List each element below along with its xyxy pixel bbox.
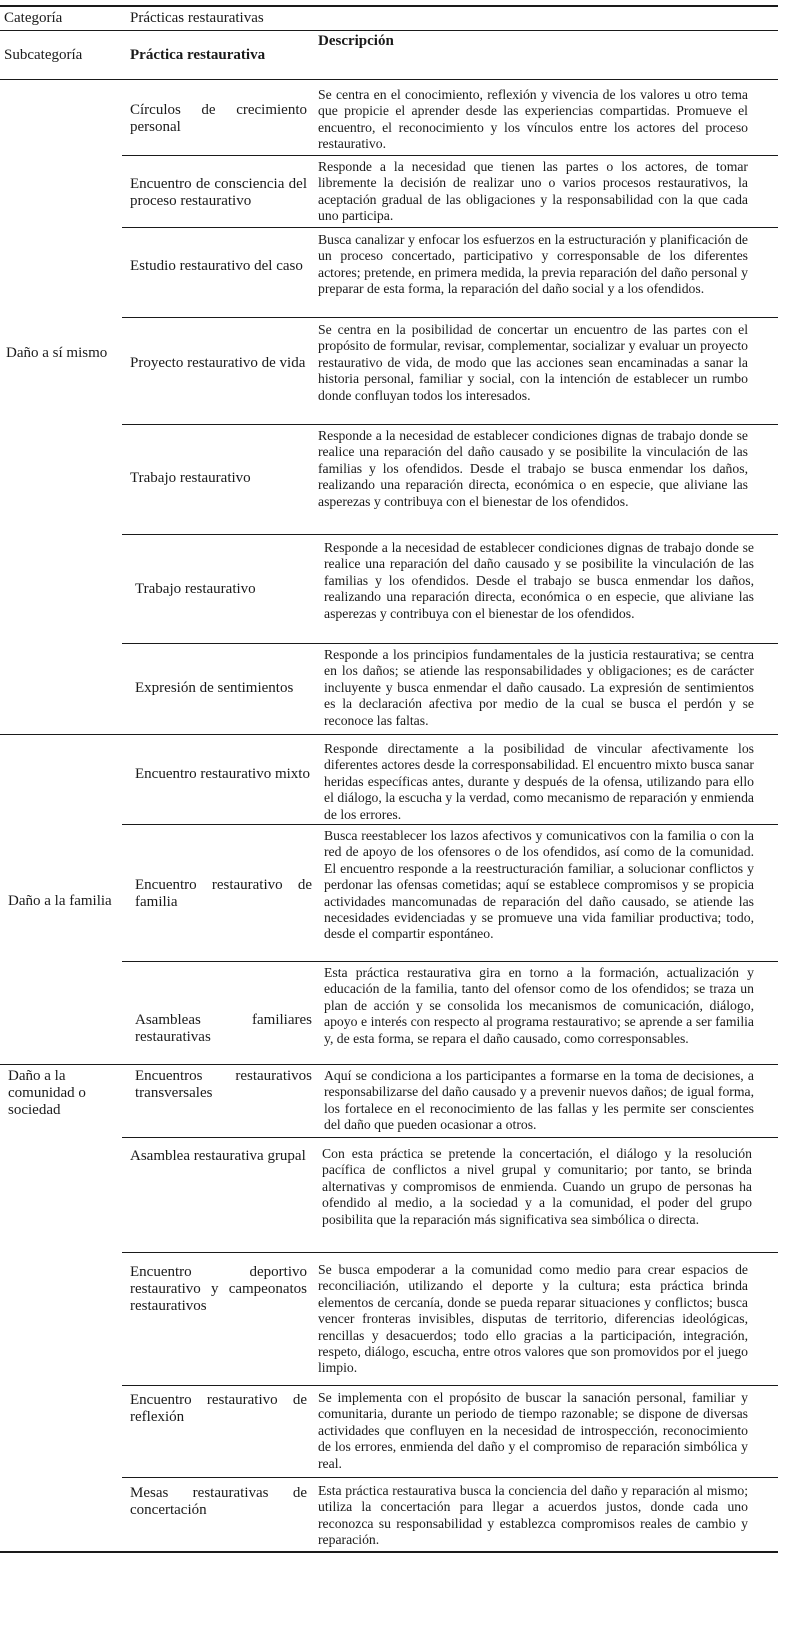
- practice-name: Estudio restaurativo del caso: [130, 258, 303, 274]
- practice-description: Se centra en la posibilidad de concertar un encuentro de las partes con el propósito de formular, revisar, complementar, socializar y evaluar un proyecto restaurativo de vida, de modo que las acciones sean encaminadas a sanar la historia personal, familiar y social, con la intención de establecer un rumbo donde confluyan todos los interesados.: [318, 322, 748, 403]
- practice-description: Con esta práctica se pretende la concertación, el diálogo y la resolución pacífica de conflictos a nivel grupal y comunitario; por tanto, se brinda alternativas y compromisos de enmienda. Cuando un grupo de personas ha ofendido al medio, a la sociedad y a la comunidad, el poder del grupo posibilita que la reparación más significativa sea simbólica o directa.: [322, 1146, 752, 1227]
- practice-description: Busca canalizar y enfocar los esfuerzos en la estructuración y planificación de un proceso concertado, participativo y corresponsable de los diferentes actores; pretende, en primera medida, la previa reparación del daño personal y preparar de esta forma, la reparación del daño social y a los ofendidos.: [318, 232, 748, 297]
- row-divider: [122, 534, 778, 535]
- practice-description: Responde a la necesidad que tienen las partes o los actores, de tomar libremente la decisión de realizar uno o varios procesos restaurativos, la aceptación gradual de las obligaciones y la responsabilidad con la que cada uno participa.: [318, 159, 748, 224]
- header-practica-label: Práctica restaurativa: [130, 47, 266, 63]
- practice-name: Proyecto restaurativo de vida: [130, 355, 306, 371]
- table-bottom-rule: [0, 1551, 778, 1553]
- row-divider: [122, 155, 778, 156]
- row-divider: [122, 424, 778, 425]
- row-divider: [122, 1252, 778, 1253]
- row-divider: [122, 1385, 778, 1386]
- header-subcategoria-label: Subcategoría: [4, 47, 83, 63]
- practice-description: Se implementa con el propósito de buscar la sanación personal, familiar y comunitaria, durante un periodo de tiempo razonable; se dispone de diversas actividades que confluyen en la necesidad de introspección, reconocimiento de los errores, enmienda del daño y el compromiso de reparación simbólica y real.: [318, 1390, 748, 1471]
- practice-description: Responde directamente a la posibilidad de vincular afectivamente los diferentes actores desde la corresponsabilidad. El encuentro mixto busca sanar heridas específicas antes, durante y después de la ofensa, utilizando para ello el diálogo, la escucha y la verdad, como mecanismo de reparación y enmienda de los errores.: [324, 741, 754, 822]
- practice-name: Encuentros restaurativos transversales: [135, 1068, 312, 1101]
- practice-description: Busca reestablecer los lazos afectivos y comunicativos con la familia o con la red de apoyo de los ofensores o de los ofendidos, así como de la comunidad. El encuentro responde a la reestructuración familiar, a solucionar conflictos y perdonar las ofensas cometidas; aquí se establece compromisos y se propicia actividades mancomunadas de reparación del daño causado, se atiende las necesidades evidenciadas y se promueve una vida familiar productiva; todo, desde el compartir espontáneo.: [324, 828, 754, 942]
- practice-name: Encuentro restaurativo de familia: [135, 877, 312, 910]
- group-divider: [0, 1064, 778, 1065]
- row-divider: [122, 1477, 778, 1478]
- practice-description: Responde a los principios fundamentales de la justicia restaurativa; se centra en los daños; se atiende las responsabilidades y obligaciones; es de carácter incluyente y busca enmendar el daño causado. La expresión de sentimientos es la declaración afectiva por medio de la cual se busca el perdón y se reconoce las faltas.: [324, 647, 754, 728]
- practice-name: Encuentro restaurativo de reflexión: [130, 1392, 307, 1425]
- practice-description: Se centra en el conocimiento, reflexión y vivencia de los valores u otro tema que propicie el aprender desde las experiencias compartidas. Promueve el encuentro, el reconocimiento y los vínculos entre los actores del proceso restaurativo.: [318, 87, 748, 152]
- practice-description: Responde a la necesidad de establecer condiciones dignas de trabajo donde se realice una reparación del daño causado y se posibilite la vinculación de las familias y los ofendidos. Desde el trabajo se busca enmendar los daños, realizando una reparación directa, económica o en especie, que aliviane las asperezas y contribuya con el bienestar de los ofendidos.: [324, 540, 754, 621]
- practice-description: Se busca empoderar a la comunidad como medio para crear espacios de reconciliación, utilizando el deporte y la cultura; esta práctica brinda elementos de cercanía, donde se pueda reparar situaciones y conflictos; busca vencer fronteras invisibles, disputas de territorio, diferencias ideológicas, rencillas y desacuerdos; todo ello gracias a la participación, integración, respeto, diálogo, escucha, entre otros valores que son promovidos por el juego limpio.: [318, 1262, 748, 1376]
- row-divider: [122, 227, 778, 228]
- row-divider: [122, 824, 778, 825]
- row-divider: [122, 1137, 778, 1138]
- practice-name: Trabajo restaurativo: [135, 581, 256, 597]
- practice-name: Expresión de sentimientos: [135, 680, 294, 696]
- practice-name: Trabajo restaurativo: [130, 470, 251, 486]
- category-dano-a-la-comunidad: Daño a la comunidad o sociedad: [8, 1068, 86, 1118]
- header-categoria-value: Prácticas restaurativas: [130, 10, 264, 26]
- practice-description: Aquí se condiciona a los participantes a formarse en la toma de decisiones, a responsabilizarse del daño causado y a prevenir nuevos daños; de igual forma, los fortalece en el reconocimiento de las fallas y les permite ser conscientes del daño que pueden ocasionar a otros.: [324, 1068, 754, 1133]
- practice-name: Encuentro deportivo restaurativo y campeonatos restaurativos: [130, 1264, 307, 1314]
- group-divider: [0, 734, 778, 735]
- practice-description: Esta práctica restaurativa busca la conciencia del daño y reparación al mismo; utiliza la concertación para llegar a acuerdos justos, donde cada uno reconozca su responsabilidad y establezca compromisos reales de cambio y reparación.: [318, 1483, 748, 1548]
- header-categoria-label: Categoría: [4, 10, 63, 26]
- practice-name: Asambleas familiares restaurativas: [135, 1012, 312, 1045]
- practice-description: Responde a la necesidad de establecer condiciones dignas de trabajo donde se realice una reparación del daño causado y se posibilite la vinculación de las familias y los ofendidos. Desde el trabajo se busca enmendar los daños, realizando una reparación directa, económica o en especie, que aliviane las asperezas y contribuya con el bienestar de los ofendidos.: [318, 428, 748, 509]
- category-dano-a-la-familia: Daño a la familia: [8, 893, 112, 909]
- practice-description: Esta práctica restaurativa gira en torno a la formación, actualización y educación de la familia, tanto del ofensor como de los ofendidos; se traza un plan de acción y se consolida los mecanismos de comunicación, diálogo, apoyo e interés con respecto al programa restaurativo; se aprende a ser familia y, de esta forma, se repara el daño causado, como corresponsables.: [324, 965, 754, 1046]
- practice-name: Asamblea restaurativa grupal: [130, 1148, 306, 1164]
- practice-name: Encuentro de consciencia del proceso restaurativo: [130, 176, 307, 209]
- table-top-rule: [0, 5, 778, 7]
- row-divider: [122, 643, 778, 644]
- row-divider: [122, 961, 778, 962]
- practice-name: Mesas restaurativas de concertación: [130, 1485, 307, 1518]
- header-bottom-rule: [0, 79, 778, 80]
- header-mid-rule: [0, 30, 778, 31]
- row-divider: [122, 317, 778, 318]
- practice-name: Encuentro restaurativo mixto: [135, 766, 310, 782]
- practice-name: Círculos de crecimiento personal: [130, 102, 307, 135]
- header-descripcion-label: Descripción: [318, 33, 394, 49]
- category-dano-a-si-mismo: Daño a sí mismo: [6, 345, 108, 361]
